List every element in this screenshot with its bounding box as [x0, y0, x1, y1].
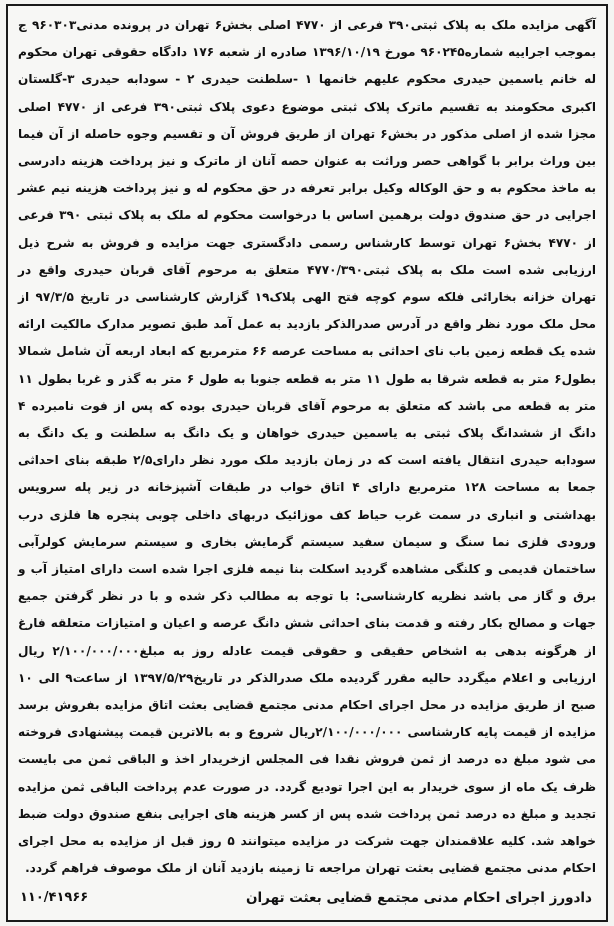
auction-notice	[6, 4, 608, 922]
reference-number: ۱۱۰/۴۱۹۶۶	[20, 889, 89, 905]
notice-footer	[18, 885, 596, 911]
issuer-signature: دادورز اجرای احکام مدنی مجتمع قضایی بعثت تهران	[246, 889, 592, 906]
notice-body: آگهی مزایده ملک به پلاک ثبتی۳۹۰ فرعی از ۴۷۷۰ اصلی بخش۶ تهران در پرونده مدنی۹۶۰۳۰۳ ج بموجب اجراییه شماره۹۶۰۲۴۵ مورخ ۱۳۹۶/۱۰/۱۹ صادره از شعبه ۱۷۶ دادگاه حقوقی تهران محکوم له خانم یاسمین حیدری محکوم علیهم خانمها ۱ -سلطنت حیدری ۲ - سودابه حیدری ۳-گلستان اکبری محکومند به تقسیم ماترک پلاک ثبتی موضوع دعوی پلاک ثبتی۳۹۰ فرعی از ۴۷۷۰ اصلی مجزا شده از اصلی مذکور در بخش۶ تهران از طریق فروش آن و تقسیم وجوه حاصله از آن فیما بین وراث برابر با گواهی حصر وراثت به عنوان حصه آنان از ماترک و نیز پرداخت هزینه دادرسی به ماخذ محکوم به و حق الوکاله وکیل برابر تعرفه در حق محکوم له و نیز پرداخت هزینه نیم عشر اجرایی در حق صندوق دولت برهمین اساس با درخواست محکوم له ملک به پلاک ثبتی ۳۹۰ فرعی از ۴۷۷۰ بخش۶ تهران توسط کارشناس رسمی دادگستری جهت مزایده و فروش به شرح ذیل ارزیابی شده است ملک به پلاک ثبتی۴۷۷۰/۳۹۰ متعلق به مرحوم آقای قربان حیدری واقع در تهران خزانه بخارائی فلکه سوم کوچه فتح الهی پلاک۱۹ گزارش کارشناسی در تاریخ ۹۷/۳/۵ از محل ملک مورد نظر واقع در آدرس صدرالذکر بازدید به عمل آمد طبق تصویر مدارک مالکیت ارائه شده یک قطعه زمین باب نای احداثی به مساحت عرصه ۶۶ مترمربع که ابعاد اربعه آن شامل شمالا بطول۶ متر به قطعه شرقا به طول ۱۱ متر به قطعه جنوبا به طول ۶ متر به گذر و غربا بطول ۱۱ متر به قطعه می باشد که متعلق به مرحوم آقای قربان حیدری بوده که پس از فوت نامبرده ۴ دانگ از ششدانگ پلاک ثبتی به یاسمین حیدری خواهان و یک دانگ به سلطنت و یک دانگ به سودابه حیدری انتقال یافته است که در زمان بازدید ملک مورد نظر دارای۲/۵ طبقه بنای احداثی جمعا به مساحت ۱۲۸ مترمربع دارای ۴ اتاق خواب در طبقات آشپزخانه در زیر پله سرویس بهداشتی و انباری در سمت غرب حیاط کف موزائیک دربهای داخلی چوبی پنجره ها فلزی درب ورودی فلزی نما سنگ و سیمان سفید سیستم گرمایش بخاری و سیستم سرمایش کولرآبی ساختمان قدیمی و کلنگی مشاهده گردید اسکلت بنا نیمه فلزی اجرا شده است دارای امتیاز آب و برق و گاز می باشد نظریه کارشناسی: با توجه به مطالب ذکر شده و با در نظر گرفتن جمیع جهات و مصالح بکار رفته و قدمت بنای احداثی شش دانگ عرصه و اعیان و امتیازات متعلقه فارغ از هرگونه بدهی به اشخاص حقیقی و حقوقی قیمت عادله روز به مبلغ۲/۱۰۰/۰۰۰/۰۰۰ ریال ارزیابی و اعلام میگردد حالیه مقرر گردیده ملک صدرالذکر در تاریخ۱۳۹۷/۵/۲۹ از ساعت۹ الی ۱۰ صبح از طریق مزایده در محل اجرای احکام مدنی مجتمع قضایی بعثت اتاق مزایده بفروش برسد مزایده از قیمت پایه کارشناسی ۲/۱۰۰/۰۰۰/۰۰۰ریال شروع و به بالاترین قیمت پیشنهادی فروخته می شود مبلغ ده درصد از ثمن فروش نقدا فی المجلس ازخریدار اخذ و الباقی ثمن می بایست ظرف یک ماه از سوی خریدار به این اجرا تودیع گردد. در صورت عدم پرداخت الباقی ثمن مزایده تجدید و مبلغ ده درصد ثمن پرداخت شده پس از کسر هزینه های اجرایی بنفع صندوق دولت ضبط خواهد شد. کلیه علاقمندان جهت شرکت در مزایده میتوانند ۵ روز قبل از مزایده به محل اجرای احکام مدنی مجتمع قضایی بعثت تهران مراجعه تا زمینه بازدید آنان از ملک موصوف فراهم گردد.	[18, 18, 597, 876]
